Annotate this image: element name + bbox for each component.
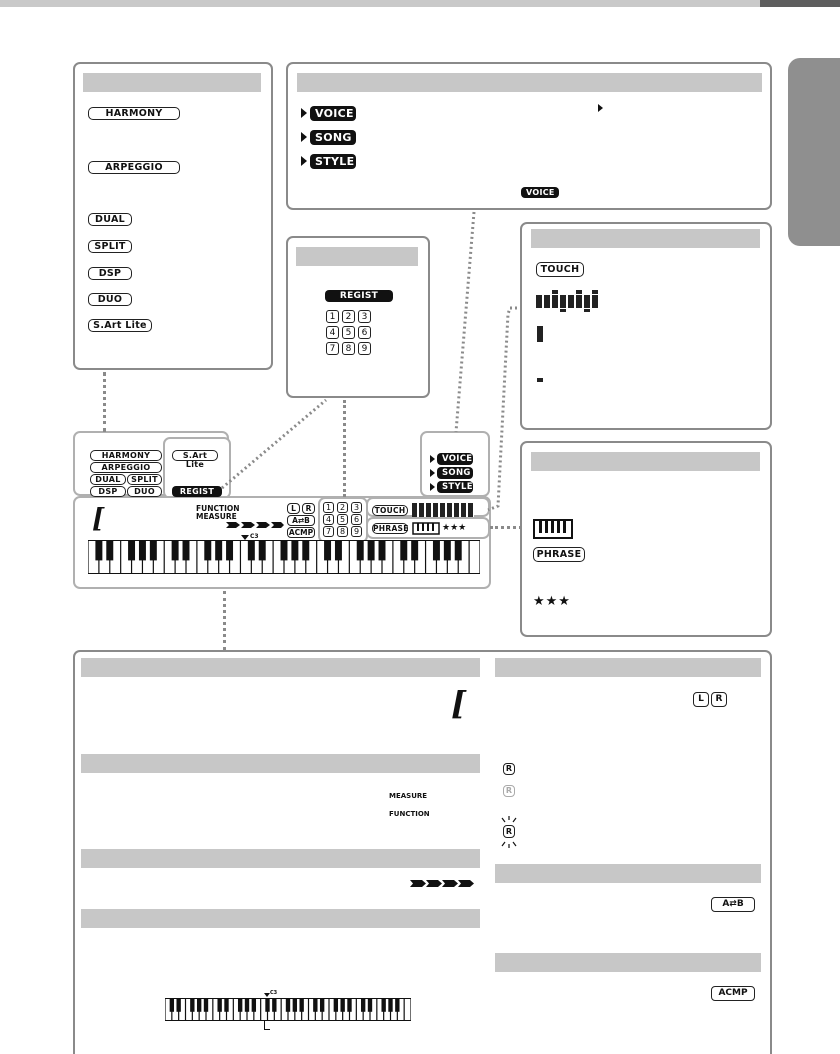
display-regist-number: 3 (351, 502, 362, 513)
style-indicator: STYLE (310, 154, 356, 169)
display-r-indicator: R (302, 503, 315, 514)
r-blink-key: R (503, 825, 515, 838)
black-key (172, 540, 179, 560)
white-key (470, 541, 480, 573)
regist-number: 8 (342, 342, 355, 355)
black-key (204, 540, 211, 560)
black-key (252, 998, 256, 1012)
keyboard-mini-icon (533, 519, 573, 539)
black-key (299, 998, 303, 1012)
leader-regist-grid (343, 400, 346, 497)
regist-number: 4 (326, 326, 339, 339)
measure-section-header (81, 754, 480, 773)
c3-label: C3 (270, 990, 278, 996)
leader-effects (103, 372, 106, 432)
regist-number: 5 (342, 326, 355, 339)
beat-section-header (81, 849, 480, 868)
black-key (433, 540, 440, 560)
black-key (190, 998, 194, 1012)
top-bar (0, 0, 840, 7)
r-indicator: R (711, 692, 727, 707)
display-regist-grid (323, 502, 363, 537)
digit-example: [ (451, 684, 467, 722)
black-key (335, 540, 342, 560)
black-key (150, 540, 157, 560)
touch-level-dot (537, 378, 543, 382)
black-key (455, 540, 462, 560)
stars-indicator: ★★★ (533, 594, 571, 609)
black-key (320, 998, 324, 1012)
display-beat-arrows-icon (226, 520, 284, 530)
regist-number: 2 (342, 310, 355, 323)
duo-indicator: DUO (88, 293, 132, 306)
key-pointer (264, 1021, 270, 1030)
display-duo: DUO (127, 486, 162, 497)
regist-indicator: REGIST (325, 290, 393, 302)
r-off-indicator: R (503, 785, 515, 797)
display-l-indicator: L (287, 503, 300, 514)
touch-bar-graph (536, 290, 606, 314)
black-key (176, 998, 180, 1012)
black-key (411, 540, 418, 560)
black-key (381, 998, 385, 1012)
display-keyboard (88, 540, 480, 574)
song-indicator: SONG (310, 130, 356, 145)
touch-panel (520, 222, 772, 430)
effects-panel-header (83, 73, 261, 92)
black-key (204, 998, 208, 1012)
arpeggio-indicator: ARPEGGIO (88, 161, 180, 174)
black-key (395, 998, 399, 1012)
regist-number: 7 (326, 342, 339, 355)
display-dual: DUAL (90, 474, 126, 485)
function-label: FUNCTION (389, 810, 430, 818)
black-key (347, 998, 351, 1012)
split-indicator: SPLIT (88, 240, 132, 253)
measure-label: MEASURE (389, 792, 428, 800)
black-key (238, 998, 242, 1012)
beat-arrows-icon (410, 878, 474, 889)
display-detail-panel (73, 650, 772, 1054)
black-key (368, 998, 372, 1012)
black-key (226, 540, 233, 560)
display-acmp-indicator: ACMP (288, 528, 314, 537)
voice-indicator: VOICE (310, 106, 356, 121)
white-key (405, 999, 411, 1020)
black-key (106, 540, 113, 560)
black-key (281, 540, 288, 560)
black-key (324, 540, 331, 560)
r-blink-indicator (499, 814, 519, 850)
display-c3-label: C3 (250, 533, 259, 540)
black-key (388, 998, 392, 1012)
voice-inline-indicator: VOICE (521, 187, 559, 198)
ab-indicator: A⇄B (711, 897, 755, 912)
display-measure-label: MEASURE (196, 512, 237, 521)
keyboard-section-header (81, 909, 480, 928)
black-key (291, 540, 298, 560)
display-voice-arrow-icon (430, 455, 435, 463)
display-split: SPLIT (127, 474, 162, 485)
display-touch: TOUCH (372, 505, 408, 516)
r-on-indicator: R (503, 763, 515, 775)
black-key (313, 998, 317, 1012)
display-phrase: PHRASE (373, 524, 409, 533)
black-key (272, 998, 276, 1012)
display-arpeggio: ARPEGGIO (90, 462, 162, 473)
display-regist: REGIST (172, 486, 222, 497)
harmony-indicator: HARMONY (88, 107, 180, 120)
phrase-panel (520, 441, 772, 637)
black-key (302, 540, 309, 560)
black-key (95, 540, 102, 560)
top-bar-accent (760, 0, 840, 7)
song-arrow-icon (301, 132, 307, 142)
sart-lite-indicator: S.Art Lite (88, 319, 152, 332)
display-sart: S.Art Lite (172, 450, 218, 461)
touch-level-bar (537, 326, 543, 342)
black-key (368, 540, 375, 560)
display-style: STYLE (437, 481, 473, 493)
black-key (197, 998, 201, 1012)
leader-mode (454, 210, 478, 434)
touch-indicator: TOUCH (536, 262, 584, 277)
display-regist-number: 8 (337, 526, 348, 537)
display-ab-indicator: A⇄B (287, 515, 315, 526)
l-indicator: L (693, 692, 709, 707)
ab-section-header (495, 864, 761, 883)
side-tab (788, 58, 840, 246)
leader-phrase (490, 526, 522, 529)
digit-section-header (81, 658, 480, 677)
display-regist-number: 9 (351, 526, 362, 537)
black-key (293, 998, 297, 1012)
black-key (217, 998, 221, 1012)
style-arrow-icon (301, 156, 307, 166)
dual-indicator: DUAL (88, 213, 132, 226)
black-key (357, 540, 364, 560)
display-stars: ★★★ (442, 523, 467, 533)
acmp-indicator: ACMP (711, 986, 755, 1001)
black-key (340, 998, 344, 1012)
black-key (286, 998, 290, 1012)
black-key (379, 540, 386, 560)
black-key (248, 540, 255, 560)
mode-panel-header (297, 73, 762, 92)
black-key (361, 998, 365, 1012)
black-key (259, 540, 266, 560)
display-harmony: HARMONY (90, 450, 162, 461)
display-regist-number: 6 (351, 514, 362, 525)
display-regist-number: 7 (323, 526, 334, 537)
leader-regist (220, 398, 330, 490)
display-keyboard-mini-icon (412, 522, 440, 535)
regist-number: 9 (358, 342, 371, 355)
display-regist-number: 2 (337, 502, 348, 513)
display-regist-number: 4 (323, 514, 334, 525)
black-key (444, 540, 451, 560)
display-dsp: DSP (90, 486, 126, 497)
black-key (215, 540, 222, 560)
regist-panel-header (296, 247, 418, 266)
black-key (265, 998, 269, 1012)
black-key (128, 540, 135, 560)
acmp-section-header (495, 953, 761, 972)
black-key (334, 998, 338, 1012)
dsp-indicator: DSP (88, 267, 132, 280)
black-key (183, 540, 190, 560)
black-key (139, 540, 146, 560)
regist-number: 1 (326, 310, 339, 323)
regist-panel (286, 236, 430, 398)
leader-display (223, 591, 226, 650)
touch-panel-header (531, 229, 760, 248)
black-key (245, 998, 249, 1012)
display-touch-bars (412, 503, 474, 517)
display-regist-number: 1 (323, 502, 334, 513)
leader-touch (486, 306, 526, 512)
display-voice: VOICE (437, 453, 473, 465)
black-key (170, 998, 174, 1012)
black-key (400, 540, 407, 560)
regist-number: 3 (358, 310, 371, 323)
display-digit: [ (92, 504, 105, 534)
keyboard-example (165, 998, 411, 1021)
mode-panel (286, 62, 772, 210)
regist-number-grid (326, 310, 372, 355)
phrase-panel-header (531, 452, 760, 471)
black-key (224, 998, 228, 1012)
display-regist-number: 5 (337, 514, 348, 525)
regist-number: 6 (358, 326, 371, 339)
lr-section-header (495, 658, 761, 677)
inline-arrow-icon (598, 104, 603, 112)
display-song-arrow-icon (430, 469, 435, 477)
voice-arrow-icon (301, 108, 307, 118)
display-style-arrow-icon (430, 483, 435, 491)
effects-panel (73, 62, 273, 370)
display-song: SONG (437, 467, 473, 479)
display-function-label: FUNCTION (196, 504, 240, 513)
phrase-indicator: PHRASE (533, 547, 585, 562)
